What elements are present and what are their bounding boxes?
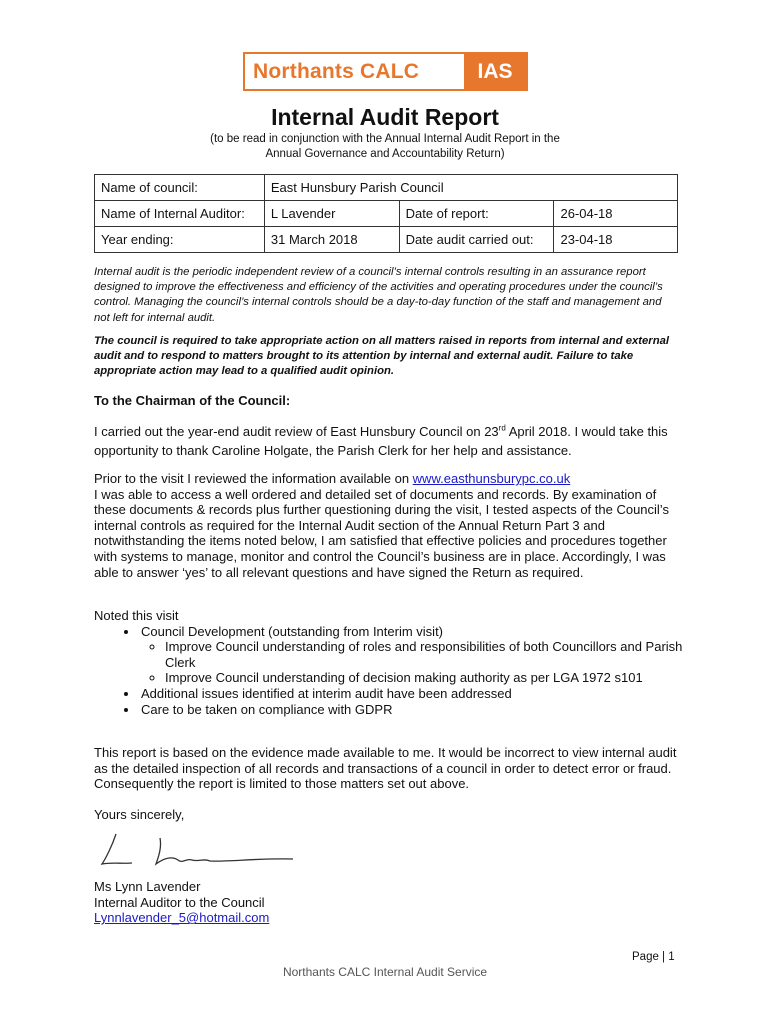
auditor-value: L Lavender bbox=[264, 201, 399, 227]
paragraph-text: I carried out the year-end audit review of East Hunsbury Council on 23 bbox=[94, 424, 499, 439]
noted-section bbox=[94, 608, 684, 717]
ordinal-suffix: rd bbox=[498, 423, 506, 433]
year-value: 31 March 2018 bbox=[264, 227, 399, 253]
sub-list bbox=[141, 639, 684, 686]
list-item: • Additional issues identified at interim audit have been addressed bbox=[139, 686, 684, 702]
sender-block bbox=[94, 879, 684, 926]
paragraph-review bbox=[94, 471, 684, 580]
sender-name: Ms Lynn Lavender bbox=[94, 879, 201, 894]
audit-date-value: 23-04-18 bbox=[554, 227, 678, 253]
logo-badge: IAS bbox=[464, 54, 526, 89]
paragraph-text: I was able to access a well ordered and detailed set of documents and records. By examination of these documents & records plus further questioning during the visit, I tested aspects of the Council’s internal controls as required for the Internal Audit section of the Annual Return Part 3 and notwithstanding the items noted below, I am satisfied that effective policies and procedures together with systems to manage, monitor and control the Council’s business are in place. Accordingly, I was able to answer ‘yes’ to all relevant questions and have signed the Return as required. bbox=[94, 486, 669, 580]
table-row bbox=[95, 201, 678, 227]
salutation: To the Chairman of the Council: bbox=[94, 393, 291, 408]
list-item: ◦ Improve Council understanding of roles and responsibilities of both Councillors and Parish Clerk bbox=[165, 639, 684, 670]
document-subtitle bbox=[150, 132, 620, 162]
logo-text: Northants CALC bbox=[253, 59, 420, 83]
auditor-label: Name of Internal Auditor: bbox=[95, 201, 265, 227]
paragraph-visit bbox=[94, 423, 684, 460]
subtitle-line: Annual Governance and Accountability Return) bbox=[265, 148, 505, 160]
noted-heading: Noted this visit bbox=[94, 608, 179, 623]
council-label: Name of council: bbox=[95, 175, 265, 201]
sender-role: Internal Auditor to the Council bbox=[94, 894, 265, 910]
table-row bbox=[95, 175, 678, 201]
list-item: • Care to be taken on compliance with GDPR bbox=[139, 702, 684, 718]
list-item bbox=[139, 624, 684, 686]
email-link[interactable]: Lynnlavender_5@hotmail.com bbox=[94, 910, 270, 926]
report-date-label: Date of report: bbox=[399, 201, 554, 227]
audit-date-label: Date audit carried out: bbox=[399, 227, 554, 253]
review-first-line bbox=[94, 471, 684, 487]
document-title: Internal Audit Report bbox=[271, 104, 499, 130]
intro-bold-paragraph: The council is required to take appropriate action on all matters raised in reports from internal and external audit and to respond to matters brought to its attention by internal and external audit. Failure to take appropriate action may lead to a qualified audit opinion. bbox=[94, 335, 670, 378]
website-link[interactable]: www.easthunsburypc.co.uk bbox=[412, 471, 571, 486]
paragraph-text: Prior to the visit I reviewed the information available on bbox=[94, 471, 413, 486]
table-row bbox=[95, 227, 678, 253]
signature-image bbox=[98, 828, 298, 874]
list-item-text: Council Development (outstanding from Interim visit) bbox=[141, 623, 444, 639]
paragraph-closing: This report is based on the evidence made available to me. It would be incorrect to view internal audit as the detailed inspection of all records and transactions of a council in order to detect error or fraud. Consequently the report is limited to those matters set out above. bbox=[94, 745, 677, 792]
noted-list bbox=[94, 624, 684, 718]
list-item: ◦ Improve Council understanding of decision making authority as per LGA 1972 s101 bbox=[165, 670, 684, 686]
subtitle-line: (to be read in conjunction with the Annual Internal Audit Report in the bbox=[210, 133, 560, 145]
audit-info-table bbox=[94, 174, 678, 253]
intro-italic-paragraph: Internal audit is the periodic independent review of a council’s internal controls resulting in an assurance report designed to improve the effectiveness and efficiency of the activities and operating procedures under the council’s control. Managing the council’s internal controls should be a day-to-day function of the staff and management and not left for internal audit. bbox=[94, 266, 663, 324]
council-value: East Hunsbury Parish Council bbox=[264, 175, 677, 201]
year-label: Year ending: bbox=[95, 227, 265, 253]
page-footer: Northants CALC Internal Audit Service bbox=[282, 965, 488, 979]
paragraph-text: April 2018. I would take this opportunity to thank Caroline Holgate, the Parish Clerk for her help and assistance. bbox=[94, 424, 668, 458]
valediction: Yours sincerely, bbox=[94, 807, 185, 822]
page-number: Page | 1 bbox=[632, 951, 675, 963]
logo bbox=[243, 52, 528, 91]
report-date-value: 26-04-18 bbox=[554, 201, 678, 227]
